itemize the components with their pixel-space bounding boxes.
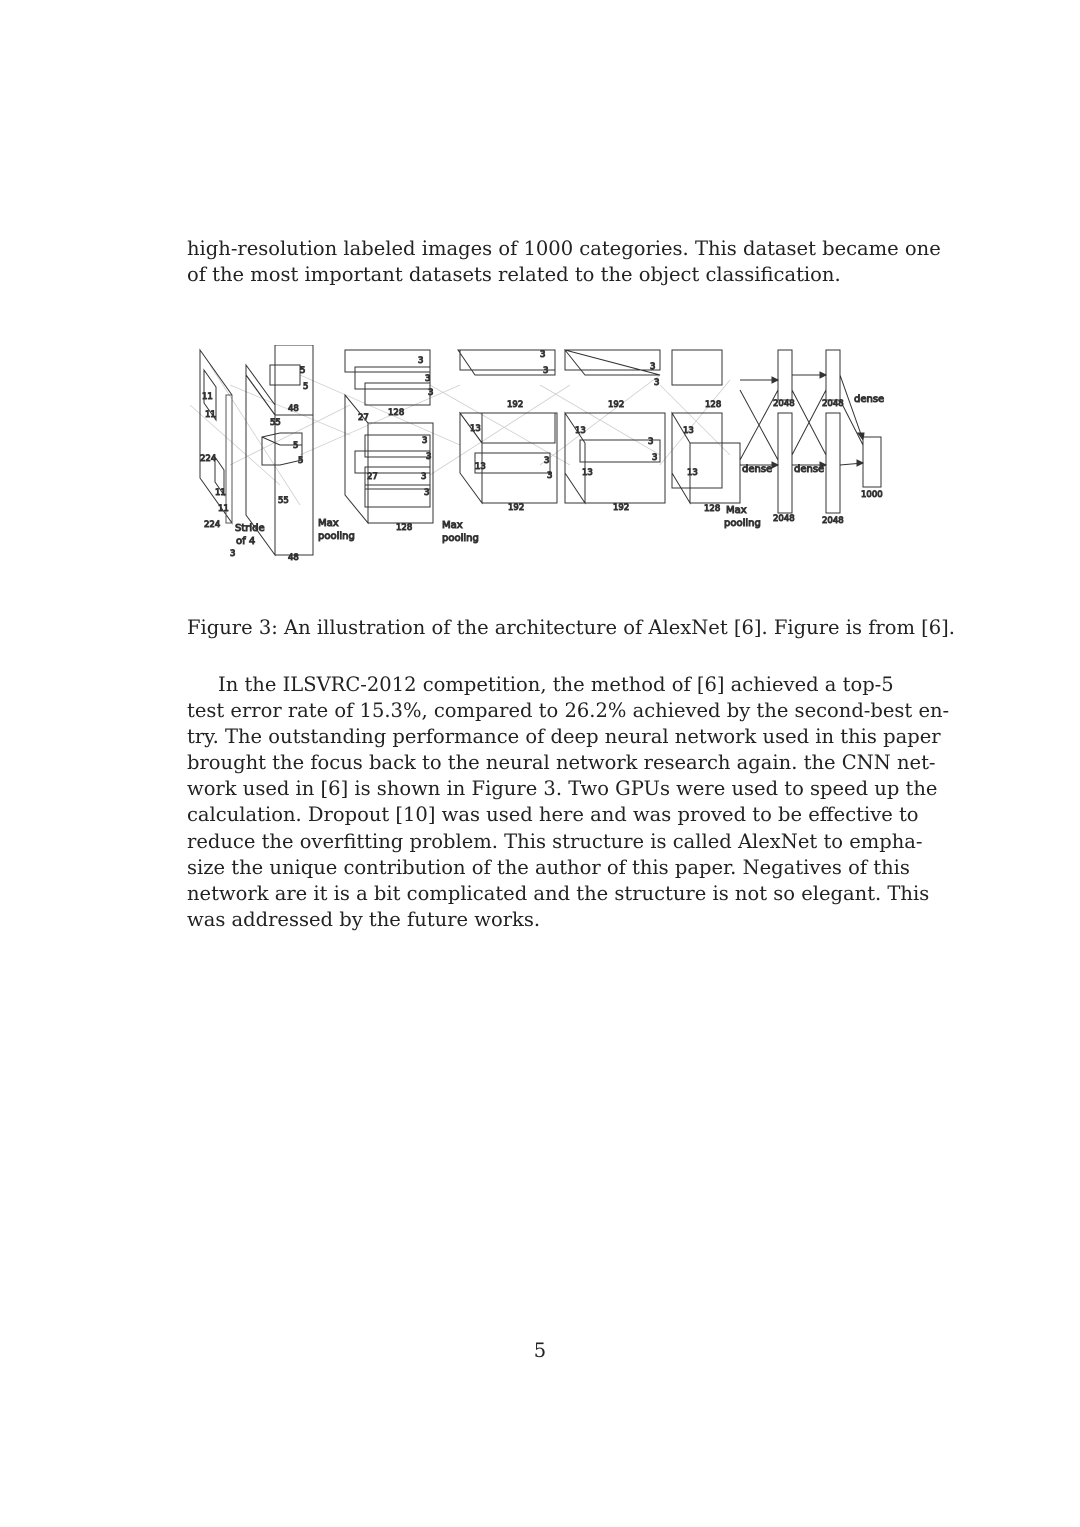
figure-label: 2048 (822, 516, 844, 526)
figure-label: 48 (288, 404, 299, 414)
figure-label: 3 (230, 549, 236, 559)
figure-caption: Figure 3: An illustration of the architecture of AlexNet [6]. Figure is from [6]. (187, 616, 955, 639)
figure-label: 128 (704, 504, 721, 514)
figure-label: 5 (293, 441, 299, 451)
figure-label: 3 (543, 366, 549, 376)
figure-label: 3 (540, 350, 546, 360)
figure-label: 3 (422, 436, 428, 446)
figure-label: pooling (724, 518, 761, 529)
text-line: was addressed by the future works. (187, 907, 541, 931)
figure-label: dense (742, 464, 773, 475)
figure-label: 3 (652, 453, 658, 463)
text-line: work used in [6] is shown in Figure 3. Two GPUs were used to speed up the (187, 777, 938, 801)
paragraph-top (187, 236, 941, 288)
figure-label: pooling (442, 533, 479, 544)
text-line: high-resolution labeled images of 1000 categories. This dataset became one (187, 237, 941, 260)
figure-label: 2048 (773, 399, 795, 409)
text-line: try. The outstanding performance of deep neural network used in this paper (187, 725, 941, 749)
figure-label: 224 (204, 520, 221, 530)
figure-label: 3 (544, 456, 550, 466)
figure-label: 3 (654, 378, 660, 388)
paragraph-main (187, 672, 950, 933)
figure-label: 13 (475, 462, 486, 472)
figure-label: of 4 (236, 536, 256, 547)
figure-label: 128 (396, 523, 413, 533)
figure-label: 3 (424, 488, 430, 498)
figure-label: 5 (298, 456, 304, 466)
figure-label: 13 (687, 468, 698, 478)
figure-label: 55 (278, 496, 289, 506)
figure-label: 5 (303, 382, 309, 392)
figure-label: 192 (508, 503, 525, 513)
text-line: brought the focus back to the neural network research again. the CNN net- (187, 751, 936, 775)
text-line: calculation. Dropout [10] was used here and was proved to be effective to (187, 803, 919, 827)
figure-label: 192 (608, 400, 625, 410)
figure-label: 11 (218, 504, 229, 514)
figure-label: 1000 (861, 490, 883, 500)
figure-label: 3 (425, 374, 431, 384)
figure-label: 2048 (822, 399, 844, 409)
figure-label: 55 (270, 418, 281, 428)
figure-label: 128 (705, 400, 722, 410)
text-line: network are it is a bit complicated and the structure is not so elegant. This (187, 881, 930, 905)
figure-label: 11 (205, 410, 216, 420)
figure-label: 27 (358, 413, 369, 423)
figure-label: 13 (582, 468, 593, 478)
figure-label: 11 (215, 488, 226, 498)
text-line: In the ILSVRC-2012 competition, the method of [6] achieved a top-5 (218, 673, 894, 696)
figure-label: 11 (202, 392, 213, 402)
figure-label: 2048 (773, 514, 795, 524)
figure-label: 13 (470, 424, 481, 434)
figure-label: Max (726, 505, 747, 516)
figure-label: 128 (388, 408, 405, 418)
text-line: size the unique contribution of the author of this paper. Negatives of this (187, 855, 910, 879)
figure-label: 13 (575, 426, 586, 436)
figure-label: 13 (683, 426, 694, 436)
figure-label: 192 (507, 400, 524, 410)
figure-label: 27 (367, 472, 378, 482)
figure-label: Max (318, 518, 339, 529)
figure-label: 3 (650, 362, 656, 372)
figure-label: 192 (613, 503, 630, 513)
figure-label: Stride (235, 523, 265, 534)
alexnet-architecture-figure (190, 345, 900, 570)
figure-label: 3 (648, 437, 654, 447)
figure-label: 3 (421, 472, 427, 482)
figure-label: 224 (200, 454, 217, 464)
figure-label: dense (794, 464, 825, 475)
text-line: test error rate of 15.3%, compared to 26.2% achieved by the second-best en- (187, 699, 950, 723)
figure-label: 3 (426, 452, 432, 462)
figure-label: dense (854, 394, 885, 405)
text-line: reduce the overfitting problem. This structure is called AlexNet to empha- (187, 829, 923, 853)
figure-label: pooling (318, 531, 355, 542)
figure-label: 3 (547, 471, 553, 481)
figure-label: 3 (418, 356, 424, 366)
text-line: of the most important datasets related to the object classification. (187, 263, 841, 287)
figure-label: 5 (300, 366, 306, 376)
figure-label: 3 (428, 388, 434, 398)
page-number: 5 (533, 1339, 547, 1362)
figure-label: 48 (288, 553, 299, 563)
figure-label: Max (442, 520, 463, 531)
